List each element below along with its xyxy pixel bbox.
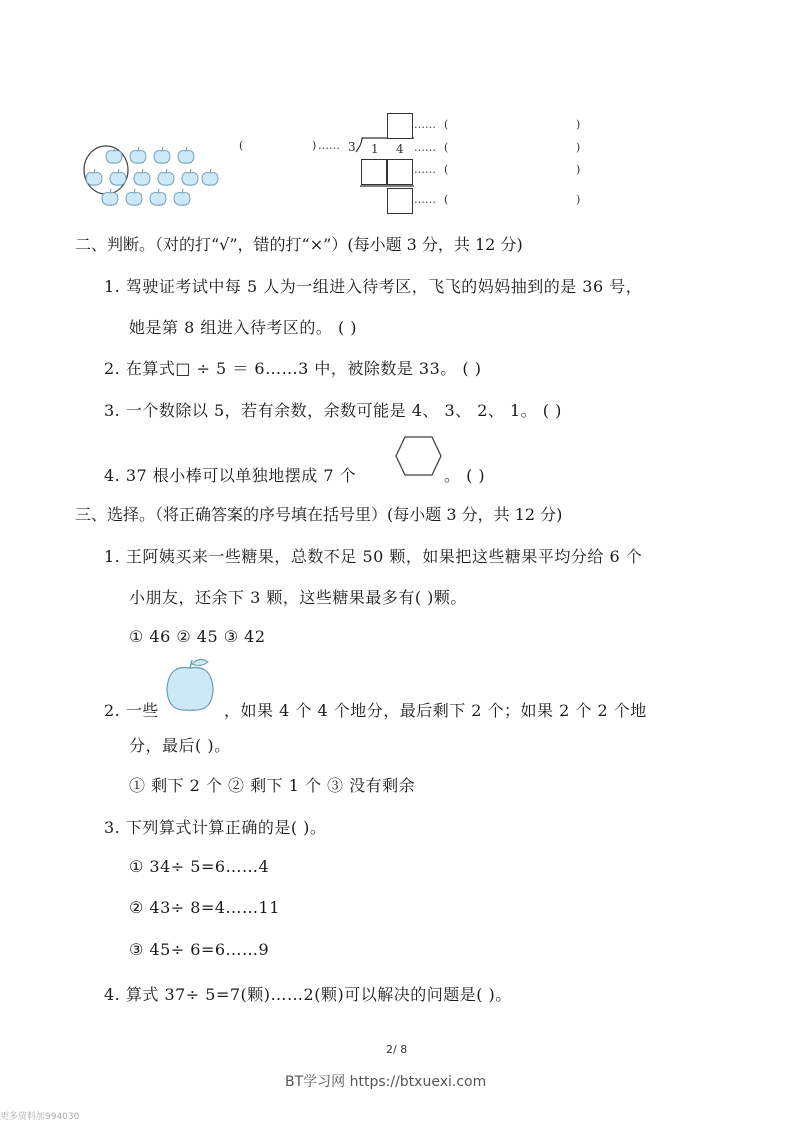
- row-1-open: (: [444, 118, 449, 131]
- s3-q1-options: ① 46 ② 45 ③ 42: [129, 627, 266, 646]
- row-3-close: ): [576, 163, 581, 176]
- section2-heading: 二、判断。（对的打“√”，错的打“×”）(每小题 3 分，共 12 分): [75, 235, 523, 254]
- dividend-digit-1: 1: [371, 142, 379, 156]
- watermark: 更多资料加994030: [0, 1112, 80, 1122]
- diagram-divisor: 3: [348, 140, 356, 154]
- s2-item1-line2: 她是第 8 组进入待考区的。 ( ): [129, 318, 358, 337]
- row-2-open: (: [444, 141, 449, 154]
- s3-q2-line2: 分，最后( )。: [129, 736, 231, 755]
- diagram-left-paren: (: [239, 139, 244, 152]
- footer-site[interactable]: BT学习网 https://btxuexi.com: [285, 1074, 487, 1090]
- s2-item2: 2. 在算式□ ÷ 5 ＝ 6……3 中，被除数是 33。 ( ): [104, 359, 482, 378]
- s3-q3-line1: 3. 下列算式计算正确的是( )。: [104, 818, 327, 837]
- diagram-mid-dots: ……: [318, 139, 340, 152]
- row-4-close: ): [576, 193, 581, 206]
- section3-heading: 三、选择。（将正确答案的序号填在括号里）(每小题 3 分，共 12 分): [75, 505, 563, 524]
- row-4-dots: ……: [414, 193, 436, 206]
- s3-q1-line2: 小朋友，还余下 3 颗，这些糖果最多有( )颗。: [129, 588, 467, 607]
- s3-q3-opt1: ① 34÷ 5=6……4: [129, 857, 270, 876]
- dividend-digit-2: 4: [396, 142, 404, 156]
- s3-q1-line1: 1. 王阿姨买来一些糖果，总数不足 50 颗，如果把这些糖果平均分给 6 个: [104, 547, 643, 566]
- diagram-mid-paren-close: ): [312, 139, 317, 152]
- row-4-open: (: [444, 193, 449, 206]
- s2-item4-pre: 4. 37 根小棒可以单独地摆成 7 个: [104, 466, 357, 485]
- s3-q3-opt2: ② 43÷ 8=4……11: [129, 898, 280, 917]
- page-number: 2/ 8: [386, 1043, 408, 1056]
- row-3-dots: ……: [414, 163, 436, 176]
- s3-q2-post: ，如果 4 个 4 个地分，最后剩下 2 个；如果 2 个 2 个地: [224, 701, 647, 720]
- s3-q2-options: ① 剩下 2 个 ② 剩下 1 个 ③ 没有剩余: [129, 776, 416, 795]
- s2-item3: 3. 一个数除以 5，若有余数，余数可能是 4、 3、 2、 1。 ( ): [104, 401, 562, 420]
- s3-q4-line1: 4. 算式 37÷ 5=7(颗)……2(颗)可以解决的问题是( )。: [104, 985, 512, 1004]
- row-3-open: (: [444, 163, 449, 176]
- s2-item1-line1: 1. 驾驶证考试中每 5 人为一组进入待考区，飞飞的妈妈抽到的是 36 号，: [104, 277, 643, 296]
- s2-item4-post: 。 ( ): [444, 466, 486, 485]
- row-1-dots: ……: [414, 118, 436, 131]
- s3-q2-pre: 2. 一些: [104, 701, 159, 720]
- row-2-dots: ……: [414, 141, 436, 154]
- row-2-close: ): [576, 141, 581, 154]
- row-1-close: ): [576, 118, 581, 131]
- s3-q3-opt3: ③ 45÷ 6=6……9: [129, 940, 270, 959]
